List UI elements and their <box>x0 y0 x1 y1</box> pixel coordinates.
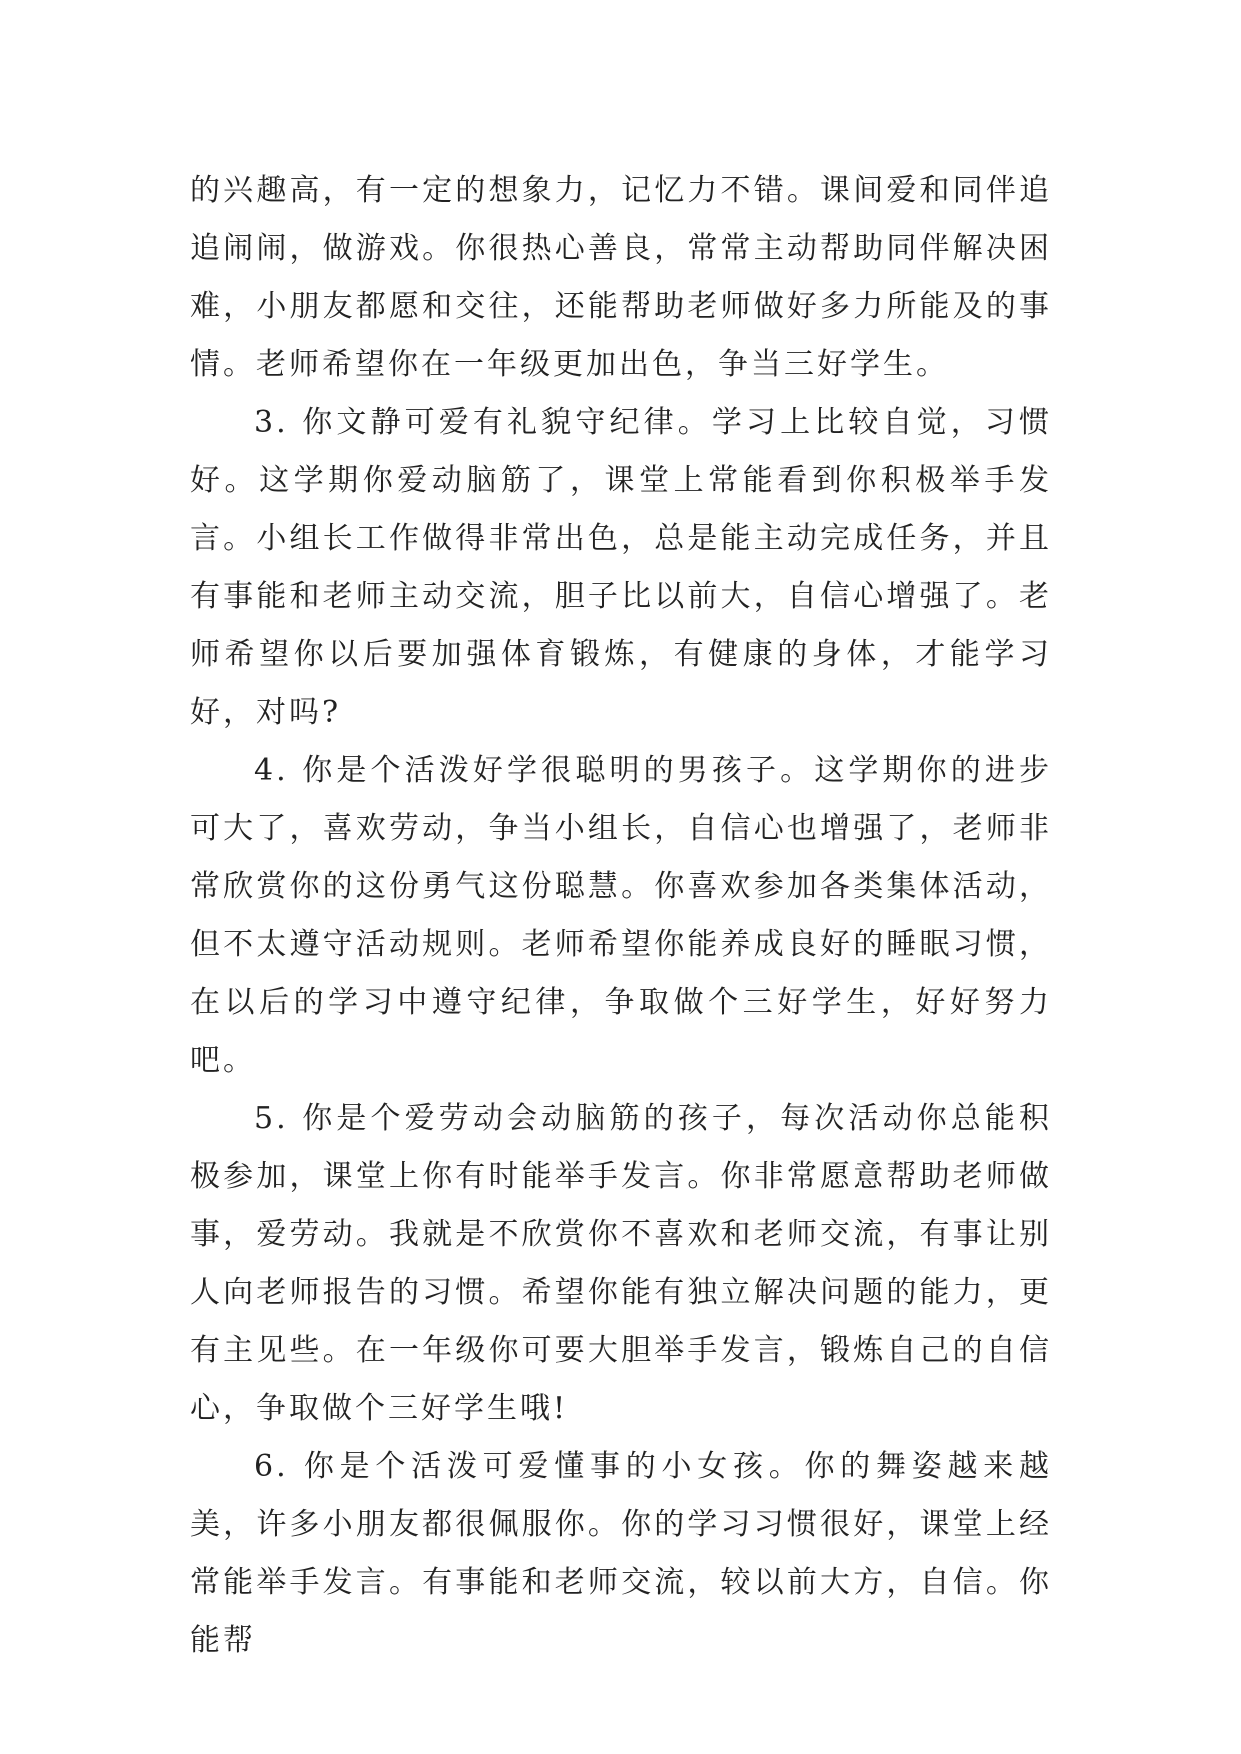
paragraph-2: 3. 你文静可爱有礼貌守纪律。学习上比较自觉，习惯好。这学期你爱动脑筋了，课堂上常能看到你积极举手发言。小组长工作做得非常出色，总是能主动完成任务，并且有事能和老师主动交流，胆子比以前大，自信心增强了。老师希望你以后要加强体育锻炼，有健康的身体，才能学习好，对吗? <box>190 405 1052 730</box>
paragraph-5: 6. 你是个活泼可爱懂事的小女孩。你的舞姿越来越美，许多小朋友都很佩服你。你的学习习惯很好，课堂上经常能举手发言。有事能和老师交流，较以前大方，自信。你能帮 <box>190 1449 1052 1658</box>
paragraph-1: 的兴趣高，有一定的想象力，记忆力不错。课间爱和同伴追追闹闹，做游戏。你很热心善良，常常主动帮助同伴解决困难，小朋友都愿和交往，还能帮助老师做好多力所能及的事情。老师希望你在一年级更加出色，争当三好学生。 <box>190 173 1052 382</box>
paragraph-4: 5. 你是个爱劳动会动脑筋的孩子，每次活动你总能积极参加，课堂上你有时能举手发言。你非常愿意帮助老师做事，爱劳动。我就是不欣赏你不喜欢和老师交流，有事让别人向老师报告的习惯。希望你能有独立解决问题的能力，更有主见些。在一年级你可要大胆举手发言，锻炼自己的自信心，争取做个三好学生哦! <box>190 1101 1052 1426</box>
paragraph-3: 4. 你是个活泼好学很聪明的男孩子。这学期你的进步可大了，喜欢劳动，争当小组长，自信心也增强了，老师非常欣赏你的这份勇气这份聪慧。你喜欢参加各类集体活动，但不太遵守活动规则。老师希望你能养成良好的睡眠习惯，在以后的学习中遵守纪律，争取做个三好学生，好好努力吧。 <box>190 753 1052 1078</box>
document-body <box>190 162 1052 1670</box>
